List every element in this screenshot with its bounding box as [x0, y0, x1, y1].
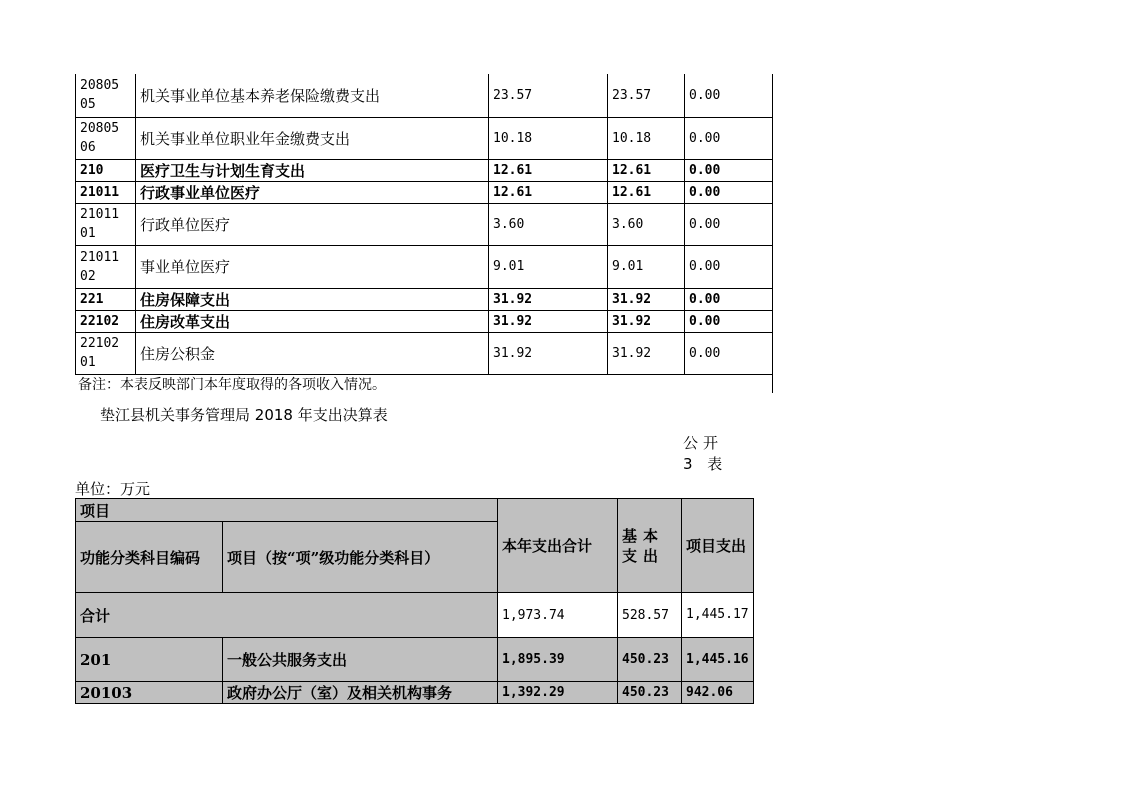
row-code: 22102 01 — [76, 332, 136, 374]
header-row — [76, 499, 754, 522]
row-code: 221 — [76, 288, 136, 310]
table-row — [76, 203, 773, 245]
row-name: 机关事业单位基本养老保险缴费支出 — [136, 74, 489, 117]
table-border-line — [772, 373, 773, 393]
table-note: 备注：本表反映部门本年度取得的各项收入情况。 — [78, 377, 386, 393]
row-name: 行政事业单位医疗 — [136, 181, 489, 203]
row-project: 0.00 — [685, 159, 773, 181]
row-code: 20103 — [76, 682, 223, 704]
row-basic: 450.23 — [618, 682, 682, 704]
row-name: 政府办公厅（室）及相关机构事务 — [223, 682, 498, 704]
page-title: 垫江县机关事务管理局 2018 年支出决算表 — [100, 406, 388, 424]
expenditure-table — [75, 498, 754, 704]
table-row — [76, 117, 773, 159]
row-basic: 450.23 — [618, 638, 682, 682]
row-project: 1,445.16 — [682, 638, 754, 682]
header-total: 本年支出合计 — [498, 499, 618, 593]
row-name: 机关事业单位职业年金缴费支出 — [136, 117, 489, 159]
income-detail-table — [75, 74, 773, 375]
table-row — [76, 74, 773, 117]
row-code: 21011 — [76, 181, 136, 203]
row-project: 0.00 — [685, 203, 773, 245]
row-name: 住房保障支出 — [136, 288, 489, 310]
row-total: 31.92 — [489, 332, 608, 374]
row-basic: 23.57 — [608, 74, 685, 117]
row-total: 9.01 — [489, 245, 608, 288]
row-total: 31.92 — [489, 288, 608, 310]
header-project-expense: 项目支出 — [682, 499, 754, 593]
row-basic: 10.18 — [608, 117, 685, 159]
row-basic: 31.92 — [608, 332, 685, 374]
row-total: 12.61 — [489, 159, 608, 181]
row-basic: 31.92 — [608, 288, 685, 310]
header-item: 项目（按“项”级功能分类科目） — [223, 522, 498, 593]
table-row — [76, 332, 773, 374]
row-project: 0.00 — [685, 310, 773, 332]
row-project: 942.06 — [682, 682, 754, 704]
row-code: 20805 05 — [76, 74, 136, 117]
header-basic: 基本支出 — [618, 499, 682, 593]
row-project: 0.00 — [685, 74, 773, 117]
row-total: 10.18 — [489, 117, 608, 159]
sum-total: 1,973.74 — [498, 593, 618, 638]
header-code: 功能分类科目编码 — [76, 522, 223, 593]
table-row — [76, 181, 773, 203]
unit-label: 单位：万元 — [75, 480, 151, 498]
row-basic: 9.01 — [608, 245, 685, 288]
row-total: 3.60 — [489, 203, 608, 245]
row-name: 事业单位医疗 — [136, 245, 489, 288]
row-total: 31.92 — [489, 310, 608, 332]
row-total: 1,392.29 — [498, 682, 618, 704]
row-project: 0.00 — [685, 117, 773, 159]
row-project: 0.00 — [685, 288, 773, 310]
row-code: 22102 — [76, 310, 136, 332]
table-row — [76, 638, 754, 682]
table-row — [76, 245, 773, 288]
table-row — [76, 288, 773, 310]
row-project: 0.00 — [685, 245, 773, 288]
table-row — [76, 159, 773, 181]
row-total: 12.61 — [489, 181, 608, 203]
row-name: 医疗卫生与计划生育支出 — [136, 159, 489, 181]
row-code: 201 — [76, 638, 223, 682]
row-basic: 3.60 — [608, 203, 685, 245]
row-code: 21011 02 — [76, 245, 136, 288]
row-name: 住房改革支出 — [136, 310, 489, 332]
table-row — [76, 310, 773, 332]
row-basic: 31.92 — [608, 310, 685, 332]
sum-row — [76, 593, 754, 638]
row-total: 23.57 — [489, 74, 608, 117]
row-code: 210 — [76, 159, 136, 181]
row-basic: 12.61 — [608, 181, 685, 203]
sum-label: 合计 — [76, 593, 498, 638]
header-project: 项目 — [76, 499, 498, 522]
sum-project: 1,445.17 — [682, 593, 754, 638]
row-name: 住房公积金 — [136, 332, 489, 374]
row-name: 一般公共服务支出 — [223, 638, 498, 682]
sum-basic: 528.57 — [618, 593, 682, 638]
row-code: 21011 01 — [76, 203, 136, 245]
row-total: 1,895.39 — [498, 638, 618, 682]
row-project: 0.00 — [685, 181, 773, 203]
table-number: 公开 3 表 — [683, 434, 728, 473]
row-basic: 12.61 — [608, 159, 685, 181]
row-project: 0.00 — [685, 332, 773, 374]
row-name: 行政单位医疗 — [136, 203, 489, 245]
row-code: 20805 06 — [76, 117, 136, 159]
table-row — [76, 682, 754, 704]
